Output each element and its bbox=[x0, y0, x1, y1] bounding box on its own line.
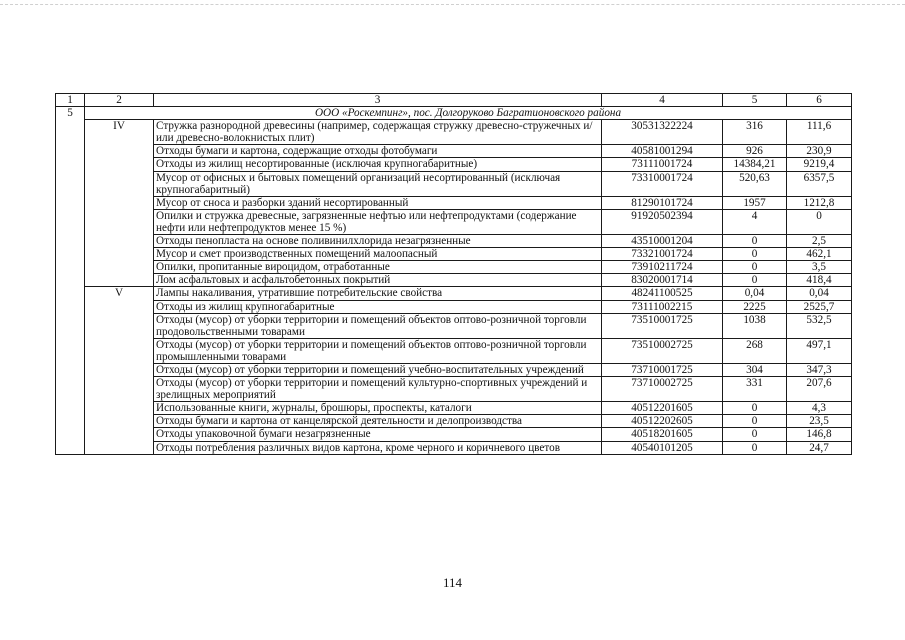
value-col6-cell: 24,7 bbox=[787, 441, 852, 454]
waste-name-cell: Использованные книги, журналы, брошюры, проспекты, каталоги bbox=[154, 402, 602, 415]
table-row bbox=[56, 209, 852, 234]
header-cell: 1 bbox=[56, 94, 85, 107]
table-row bbox=[56, 235, 852, 248]
fkko-code-cell: 73111002215 bbox=[602, 300, 723, 313]
header-row bbox=[56, 94, 852, 107]
waste-name-cell: Мусор и смет производственных помещений малоопасный bbox=[154, 248, 602, 261]
fkko-code-cell: 48241100525 bbox=[602, 287, 723, 300]
table-row bbox=[56, 441, 852, 454]
table-row bbox=[56, 261, 852, 274]
waste-name-cell: Стружка разнородной древесины (например, содержащая стружку древесно-стружечных и/или древесно-волокнистых плит) bbox=[154, 120, 602, 145]
fkko-code-cell: 73310001724 bbox=[602, 171, 723, 196]
table-row bbox=[56, 248, 852, 261]
fkko-code-cell: 40581001294 bbox=[602, 145, 723, 158]
value-col6-cell: 0 bbox=[787, 209, 852, 234]
value-col5-cell: 1038 bbox=[723, 313, 787, 338]
table-row bbox=[56, 338, 852, 363]
value-col5-cell: 2225 bbox=[723, 300, 787, 313]
waste-name-cell: Опилки, пропитанные вироцидом, отработанные bbox=[154, 261, 602, 274]
value-col6-cell: 2525,7 bbox=[787, 300, 852, 313]
fkko-code-cell: 40540101205 bbox=[602, 441, 723, 454]
value-col6-cell: 23,5 bbox=[787, 415, 852, 428]
waste-name-cell: Мусор от офисных и бытовых помещений организаций несортированный (исключая крупногабаритный) bbox=[154, 171, 602, 196]
value-col5-cell: 1957 bbox=[723, 196, 787, 209]
value-col5-cell: 0 bbox=[723, 441, 787, 454]
table-row bbox=[56, 300, 852, 313]
value-col5-cell: 331 bbox=[723, 377, 787, 402]
scan-top-edge bbox=[0, 4, 905, 6]
waste-name-cell: Опилки и стружка древесные, загрязненные нефтью или нефтепродуктами (содержание нефти или нефтепродуктов менее 15 %) bbox=[154, 209, 602, 234]
fkko-code-cell: 73510002725 bbox=[602, 338, 723, 363]
table-row bbox=[56, 274, 852, 287]
table-row bbox=[56, 120, 852, 145]
value-col6-cell: 418,4 bbox=[787, 274, 852, 287]
value-col5-cell: 0 bbox=[723, 235, 787, 248]
header-cell: 2 bbox=[85, 94, 154, 107]
value-col5-cell: 926 bbox=[723, 145, 787, 158]
table-row bbox=[56, 402, 852, 415]
waste-name-cell: Отходы (мусор) от уборки территории и помещений культурно-спортивных учреждений и зрелищных мероприятий bbox=[154, 377, 602, 402]
value-col6-cell: 207,6 bbox=[787, 377, 852, 402]
waste-name-cell: Отходы из жилищ крупногабаритные bbox=[154, 300, 602, 313]
fkko-code-cell: 73710002725 bbox=[602, 377, 723, 402]
fkko-code-cell: 73510001725 bbox=[602, 313, 723, 338]
header-cell: 6 bbox=[787, 94, 852, 107]
value-col6-cell: 462,1 bbox=[787, 248, 852, 261]
value-col5-cell: 268 bbox=[723, 338, 787, 363]
fkko-code-cell: 30531322224 bbox=[602, 120, 723, 145]
value-col6-cell: 2,5 bbox=[787, 235, 852, 248]
table-row bbox=[56, 158, 852, 171]
value-col5-cell: 0 bbox=[723, 261, 787, 274]
waste-name-cell: Лампы накаливания, утратившие потребительские свойства bbox=[154, 287, 602, 300]
waste-name-cell: Отходы пенопласта на основе поливинилхлорида незагрязненные bbox=[154, 235, 602, 248]
waste-name-cell: Отходы из жилищ несортированные (исключая крупногабаритные) bbox=[154, 158, 602, 171]
hazard-class-cell: V bbox=[85, 287, 154, 454]
table-row bbox=[56, 313, 852, 338]
value-col5-cell: 0 bbox=[723, 402, 787, 415]
value-col5-cell: 0,04 bbox=[723, 287, 787, 300]
value-col5-cell: 520,63 bbox=[723, 171, 787, 196]
value-col5-cell: 0 bbox=[723, 248, 787, 261]
value-col6-cell: 6357,5 bbox=[787, 171, 852, 196]
table-row bbox=[56, 171, 852, 196]
value-col5-cell: 0 bbox=[723, 274, 787, 287]
value-col6-cell: 4,3 bbox=[787, 402, 852, 415]
fkko-code-cell: 73910211724 bbox=[602, 261, 723, 274]
value-col6-cell: 497,1 bbox=[787, 338, 852, 363]
table-row bbox=[56, 428, 852, 441]
header-cell: 3 bbox=[154, 94, 602, 107]
table-row bbox=[56, 145, 852, 158]
header-cell: 5 bbox=[723, 94, 787, 107]
value-col5-cell: 14384,21 bbox=[723, 158, 787, 171]
waste-name-cell: Лом асфальтовых и асфальтобетонных покрытий bbox=[154, 274, 602, 287]
fkko-code-cell: 40518201605 bbox=[602, 428, 723, 441]
fkko-code-cell: 40512202605 bbox=[602, 415, 723, 428]
waste-name-cell: Мусор от сноса и разборки зданий несортированный bbox=[154, 196, 602, 209]
waste-name-cell: Отходы (мусор) от уборки территории и помещений учебно-воспитательных учреждений bbox=[154, 363, 602, 376]
value-col6-cell: 146,8 bbox=[787, 428, 852, 441]
waste-name-cell: Отходы бумаги и картона, содержащие отходы фотобумаги bbox=[154, 145, 602, 158]
hazard-class-cell: IV bbox=[85, 120, 154, 287]
fkko-code-cell: 73321001724 bbox=[602, 248, 723, 261]
fkko-code-cell: 73710001725 bbox=[602, 363, 723, 376]
value-col6-cell: 347,3 bbox=[787, 363, 852, 376]
value-col5-cell: 0 bbox=[723, 428, 787, 441]
table-row bbox=[56, 377, 852, 402]
value-col6-cell: 230,9 bbox=[787, 145, 852, 158]
value-col5-cell: 4 bbox=[723, 209, 787, 234]
waste-name-cell: Отходы (мусор) от уборки территории и помещений объектов оптово-розничной торговли промышленными товарами bbox=[154, 338, 602, 363]
row-number-cell: 5 bbox=[56, 107, 85, 455]
fkko-code-cell: 73111001724 bbox=[602, 158, 723, 171]
waste-table-body bbox=[56, 94, 852, 455]
fkko-code-cell: 91920502394 bbox=[602, 209, 723, 234]
header-cell: 4 bbox=[602, 94, 723, 107]
value-col6-cell: 0,04 bbox=[787, 287, 852, 300]
value-col6-cell: 9219,4 bbox=[787, 158, 852, 171]
value-col6-cell: 3,5 bbox=[787, 261, 852, 274]
organization-row bbox=[56, 107, 852, 120]
table-row bbox=[56, 363, 852, 376]
page-number: 114 bbox=[442, 575, 463, 590]
document-page bbox=[55, 93, 852, 455]
value-col5-cell: 0 bbox=[723, 415, 787, 428]
waste-name-cell: Отходы потребления различных видов картона, кроме черного и коричневого цветов bbox=[154, 441, 602, 454]
waste-table bbox=[55, 93, 852, 455]
value-col6-cell: 1212,8 bbox=[787, 196, 852, 209]
organization-title: ООО «Роскемпинг», пос. Долгоруково Багратионовского района bbox=[85, 107, 852, 120]
waste-name-cell: Отходы бумаги и картона от канцелярской деятельности и делопроизводства bbox=[154, 415, 602, 428]
waste-name-cell: Отходы (мусор) от уборки территории и помещений объектов оптово-розничной торговли продовольственными товарами bbox=[154, 313, 602, 338]
table-row bbox=[56, 196, 852, 209]
fkko-code-cell: 43510001204 bbox=[602, 235, 723, 248]
table-row bbox=[56, 415, 852, 428]
value-col5-cell: 316 bbox=[723, 120, 787, 145]
value-col6-cell: 532,5 bbox=[787, 313, 852, 338]
fkko-code-cell: 81290101724 bbox=[602, 196, 723, 209]
fkko-code-cell: 83020001714 bbox=[602, 274, 723, 287]
fkko-code-cell: 40512201605 bbox=[602, 402, 723, 415]
value-col6-cell: 111,6 bbox=[787, 120, 852, 145]
waste-name-cell: Отходы упаковочной бумаги незагрязненные bbox=[154, 428, 602, 441]
table-row bbox=[56, 287, 852, 300]
value-col5-cell: 304 bbox=[723, 363, 787, 376]
